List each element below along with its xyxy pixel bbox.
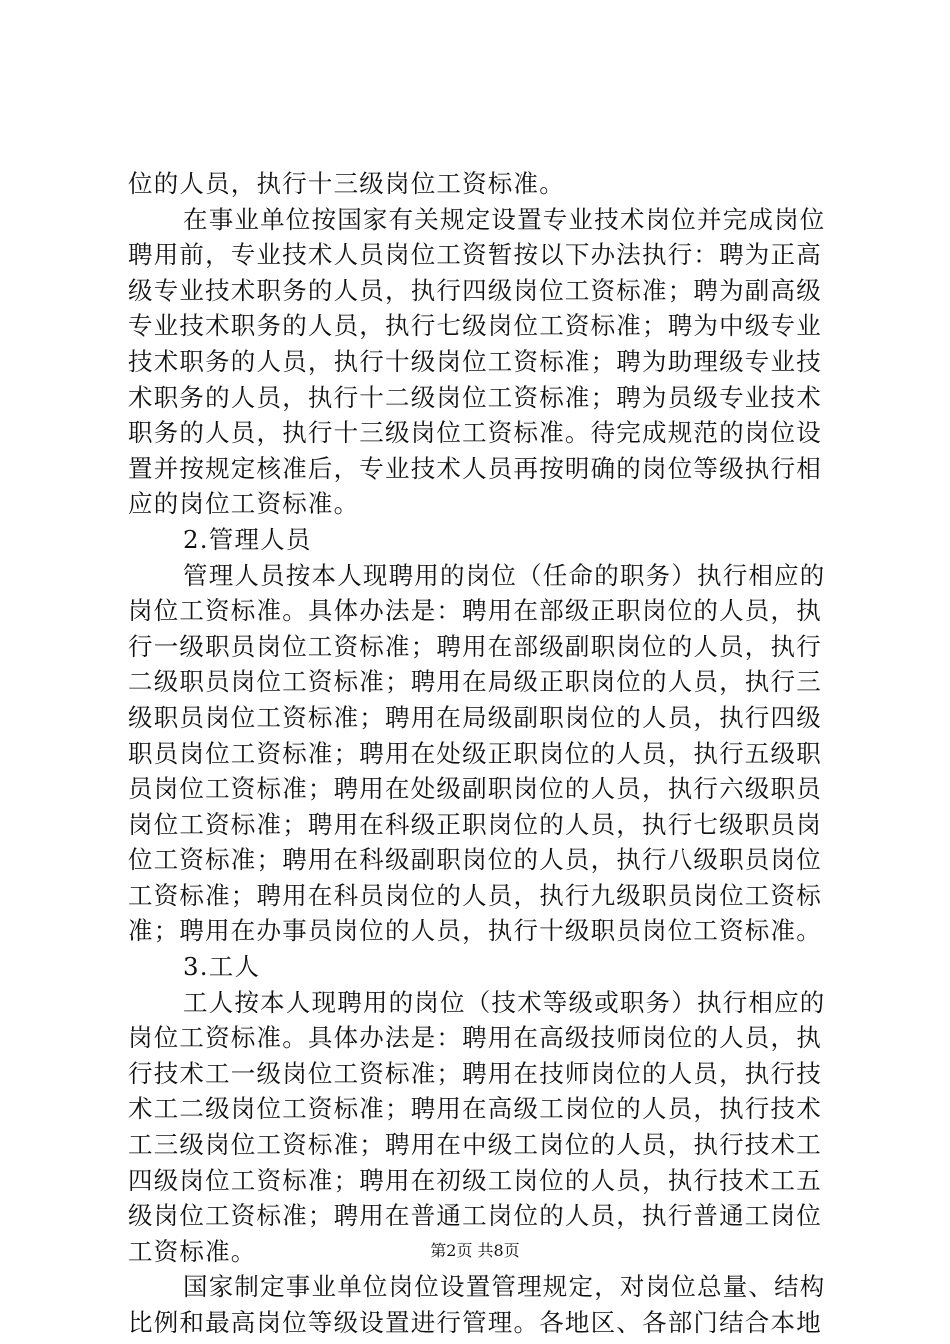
text-line: 专业技术职务的人员，执行七级岗位工资标准；聘为中级专业 [128, 311, 822, 341]
text-line: 术职务的人员，执行十二级岗位工资标准；聘为员级专业技术 [128, 382, 822, 412]
text-line: 位的人员，执行十三级岗位工资标准。 [128, 169, 565, 198]
text-line: 岗位工资标准。具体办法是：聘用在部级正职岗位的人员，执 [128, 596, 822, 626]
text-line: 岗位工资标准；聘用在科级正职岗位的人员，执行七级职员岗 [128, 809, 822, 839]
document-body [128, 166, 828, 1341]
text-line: 行一级职员岗位工资标准；聘用在部级副职岗位的人员，执行 [128, 631, 822, 661]
text-line: 员岗位工资标准；聘用在处级副职岗位的人员，执行六级职员 [128, 774, 822, 804]
text-line: 工资标准；聘用在科员岗位的人员，执行九级职员岗位工资标 [128, 880, 822, 910]
text-line: 术工二级岗位工资标准；聘用在高级工岗位的人员，执行技术 [128, 1094, 822, 1124]
text-line: 技术职务的人员，执行十级岗位工资标准；聘为助理级专业技 [128, 346, 822, 376]
text-line: 应的岗位工资标准。 [128, 489, 360, 519]
text-line: 行技术工一级岗位工资标准；聘用在技师岗位的人员，执行技 [128, 1058, 822, 1088]
text-line: 在事业单位按国家有关规定设置专业技术岗位并完成岗位 [183, 204, 826, 234]
text-line: 聘用前，专业技术人员岗位工资暂按以下办法执行：聘为正高 [128, 240, 822, 270]
text-line: 管理人员按本人现聘用的岗位（任命的职务）执行相应的 [183, 560, 826, 590]
text-line: 3.工人 [183, 952, 261, 982]
text-line: 级专业技术职务的人员，执行四级岗位工资标准；聘为副高级 [128, 275, 822, 305]
text-line: 工资标准。 [128, 1236, 257, 1266]
text-line: 2.管理人员 [183, 524, 312, 554]
page-footer: 第2页 共8页 [430, 1241, 520, 1260]
text-line: 职务的人员，执行十三级岗位工资标准。待完成规范的岗位设 [128, 418, 822, 448]
text-line: 二级职员岗位工资标准；聘用在局级正职岗位的人员，执行三 [128, 667, 822, 697]
text-line: 级岗位工资标准；聘用在普通工岗位的人员，执行普通工岗位 [128, 1201, 822, 1231]
text-line: 级职员岗位工资标准；聘用在局级副职岗位的人员，执行四级 [128, 702, 822, 732]
text-line: 准；聘用在办事员岗位的人员，执行十级职员岗位工资标准。 [128, 916, 822, 946]
text-line: 工三级岗位工资标准；聘用在中级工岗位的人员，执行技术工 [128, 1130, 822, 1160]
text-line: 位工资标准；聘用在科级副职岗位的人员，执行八级职员岗位 [128, 845, 822, 875]
text-line: 工人按本人现聘用的岗位（技术等级或职务）执行相应的 [183, 987, 826, 1017]
text-line: 职员岗位工资标准；聘用在处级正职岗位的人员，执行五级职 [128, 738, 822, 768]
text-line: 置并按规定核准后，专业技术人员再按明确的岗位等级执行相 [128, 453, 822, 483]
text-line: 比例和最高岗位等级设置进行管理。各地区、各部门结合本地 [128, 1308, 822, 1337]
text-line: 四级岗位工资标准；聘用在初级工岗位的人员，执行技术工五 [128, 1165, 822, 1195]
text-line: 国家制定事业单位岗位设置管理规定，对岗位总量、结构 [183, 1272, 826, 1302]
text-line: 岗位工资标准。具体办法是：聘用在高级技师岗位的人员，执 [128, 1023, 822, 1053]
